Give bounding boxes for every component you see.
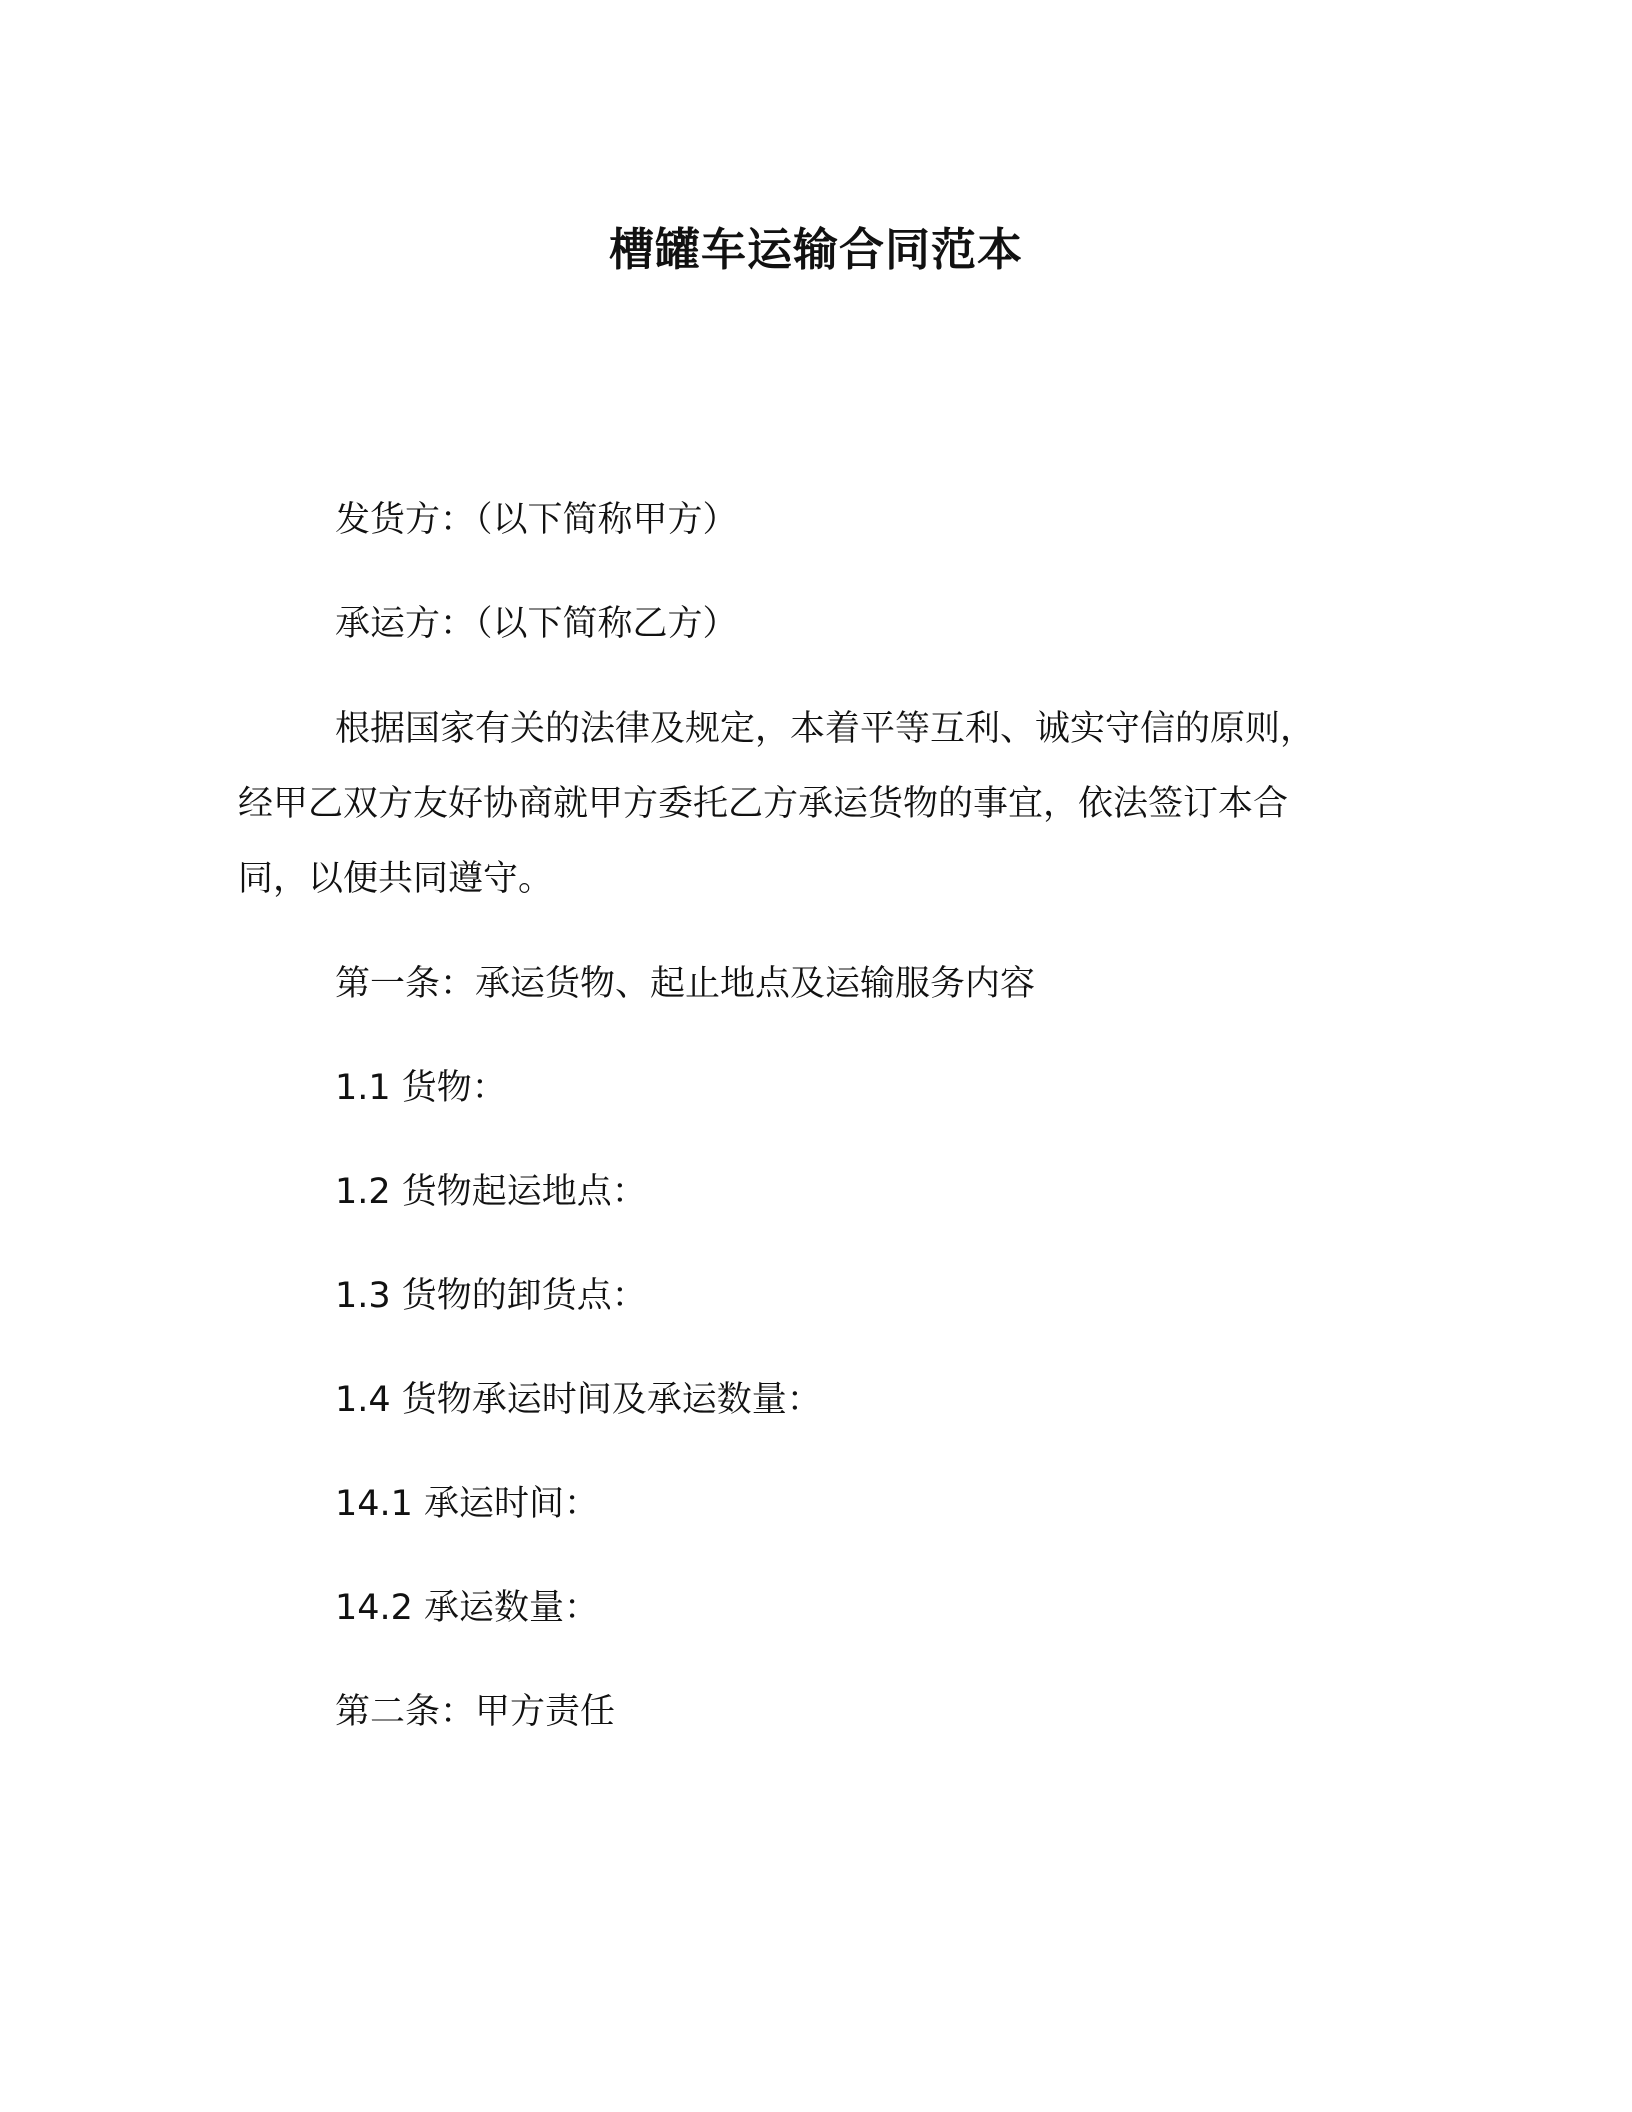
shipper-line: 发货方：（以下简称甲方） bbox=[335, 500, 738, 540]
intro-paragraph-line-3: 同，以便共同遵守。 bbox=[238, 859, 554, 899]
document-title: 槽罐车运输合同范本 bbox=[608, 223, 1023, 276]
article-2-heading: 第二条：甲方责任 bbox=[335, 1692, 616, 1732]
clause-14-1: 14.1 承运时间： bbox=[335, 1484, 600, 1524]
clause-14-2: 14.2 承运数量： bbox=[335, 1588, 600, 1628]
clause-1-4: 1.4 货物承运时间及承运数量： bbox=[335, 1380, 822, 1420]
article-1-heading: 第一条：承运货物、起止地点及运输服务内容 bbox=[335, 964, 1036, 1004]
carrier-line: 承运方：（以下简称乙方） bbox=[335, 604, 738, 644]
clause-1-1: 1.1 货物： bbox=[335, 1068, 507, 1108]
intro-paragraph-line-1: 根据国家有关的法律及规定，本着平等互利、诚实守信的原则， bbox=[335, 709, 1316, 749]
clause-1-2: 1.2 货物起运地点： bbox=[335, 1172, 647, 1212]
clause-1-3: 1.3 货物的卸货点： bbox=[335, 1276, 647, 1316]
intro-paragraph-line-2: 经甲乙双方友好协商就甲方委托乙方承运货物的事宜，依法签订本合 bbox=[238, 784, 1289, 824]
